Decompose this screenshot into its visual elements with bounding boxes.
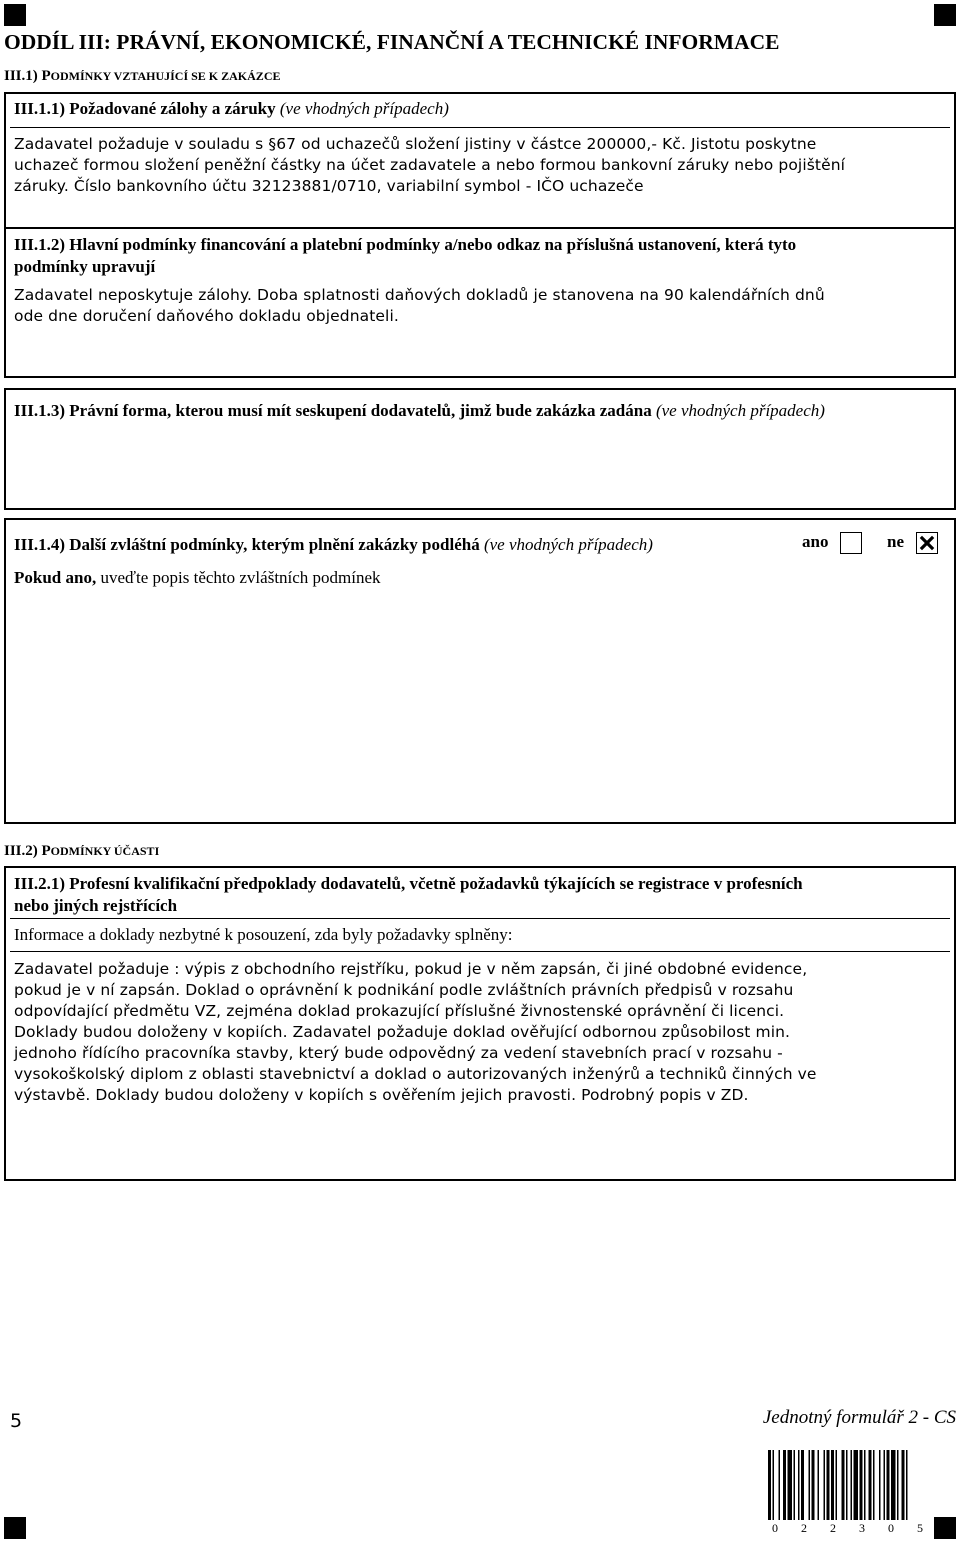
section-title: ODDÍL III: PRÁVNÍ, EKONOMICKÉ, FINANČNÍ A TECHNICKÉ INFORMACE [4,30,780,54]
barcode-bar [768,1450,771,1520]
barcode-bar [801,1450,804,1520]
text-line: jednoho řídícího pracovníka stavby, který bude odpovědný za vedení stavebních prací v rozsahu - [14,1044,783,1062]
text-line: záruky. Číslo bankovního účtu 32123881/0710, variabilní symbol - IČO uchazeče [14,177,644,195]
barcode-bar [809,1450,811,1520]
barcode-bar [879,1450,881,1520]
barcode-digit: 1 [946,1521,952,1535]
text-line: výstavbě. Doklady budou doloženy v kopiích s ověřením jejich pravosti. Podrobný popis v ZD. [14,1086,749,1104]
q321-label-line1: III.2.1) Profesní kvalifikační předpoklady dodavatelů, včetně požadavků týkajících se registrace v profesních [14,874,803,893]
text-line: Zadavatel neposkytuje zálohy. Doba splatnosti daňových dokladů je stanovena na 90 kalendářních dnů [14,286,825,304]
barcode-bar [906,1450,908,1520]
q321-info: Informace a doklady nezbytné k posouzení, zda byly požadavky splněny: [14,925,513,944]
barcode-digit: 2 [830,1521,836,1535]
divider [10,918,950,919]
q321-label-line2: nebo jiných rejstřících [14,896,178,915]
barcode-bar [842,1450,845,1520]
divider [10,127,950,128]
barcode-bar [798,1450,800,1520]
divider [10,951,950,952]
barcode-bar [864,1450,866,1520]
subsection-heading-2 [4,843,159,860]
barcode-bar [897,1450,899,1520]
box-professional-qualification [4,866,956,1181]
corner-mark-top-left [4,4,26,26]
text-line: Zadavatel požaduje v souladu s §67 od uchazečů složení jistiny v částce 200000,- Kč. Jistotu poskytne [14,135,817,153]
text-line: odpovídající předmětu VZ, zejména doklad prokazující příslušné živnostenské oprávnění či licenci. [14,1002,785,1020]
q111-heading [14,98,449,120]
barcode-bar [818,1450,820,1520]
q321-text [14,959,817,1106]
corner-mark-top-right [934,4,956,26]
q321-heading [14,873,803,917]
barcode-bar [788,1450,793,1520]
yes-checkbox[interactable] [840,532,862,554]
q113-heading [14,400,825,422]
barcode-bar [873,1450,875,1520]
barcode-digit: 3 [859,1521,865,1535]
barcode-bar [836,1450,838,1520]
q113-hint: (ve vhodných případech) [655,401,825,420]
barcode-bar [887,1450,890,1520]
barcode-digit: 5 [917,1521,923,1535]
barcode-bar [827,1450,830,1520]
text-line: uchazeč formou složení peněžní částky na účet zadavatele a nebo formou bankovní záruky nebo pojištění [14,156,846,174]
no-label: ne [887,532,904,551]
barcode [766,1450,954,1522]
subsection-heading-1-text: ODMÍNKY VZTAHUJÍCÍ SE K ZAKÁZCE [50,69,281,83]
barcode-bar [812,1450,815,1520]
barcode-bar [902,1450,905,1520]
yes-label: ano [802,532,829,551]
barcode-bar [794,1450,796,1520]
page-number: 5 [10,1410,23,1432]
box-special-conditions [4,518,956,824]
barcode-bar [831,1450,834,1520]
q114-desc-bold: Pokud ano, [14,568,97,587]
barcode-bar [779,1450,781,1520]
barcode-bar [851,1450,853,1520]
barcode-bar [860,1450,863,1520]
barcode-bar [884,1450,886,1520]
q111-hint: (ve vhodných případech) [279,99,449,118]
box-financing-conditions [4,227,956,378]
box-advances-guarantees [4,92,956,229]
subsection-heading-2-text: ODMÍNKY ÚČASTI [50,844,160,858]
corner-mark-bottom-left [4,1517,26,1539]
q114-hint: (ve vhodných případech) [483,535,653,554]
barcode-bar [824,1450,826,1520]
barcode-digit: 0 [772,1521,778,1535]
q111-text [14,134,845,197]
no-checkbox[interactable] [916,532,938,554]
subsection-heading-1-num: III.1) P [4,68,51,84]
q114-label: III.1.4) Další zvláštní podmínky, kterým plnění zakázky podléhá [14,535,480,554]
barcode-bar [773,1450,775,1520]
barcode-digit: 0 [888,1521,894,1535]
q114-description [14,568,381,588]
q111-label: III.1.1) Požadované zálohy a záruky [14,99,276,118]
barcode-bar [854,1450,859,1520]
cross-mark-icon [919,535,935,551]
barcode-digits [772,1521,952,1536]
barcode-bar [846,1450,848,1520]
text-line: pokud je v ní zapsán. Doklad o oprávnění k podnikání podle zvláštních právních předpisů v rozsahu [14,981,794,999]
text-line: Doklady budou doloženy v kopiích. Zadavatel požaduje doklad ověřující odbornou způsobilost min. [14,1023,791,1041]
barcode-bar [891,1450,896,1520]
text-line: vysokoškolský diplom z oblasti stavebnictví a doklad o autorizovaných inženýrů a techniků činných ve [14,1065,817,1083]
box-legal-form [4,388,956,510]
subsection-heading-1 [4,68,280,85]
subsection-heading-2-num: III.2) P [4,843,51,859]
q113-label: III.1.3) Právní forma, kterou musí mít seskupení dodavatelů, jimž bude zakázka zadána [14,401,652,420]
text-line: ode dne doručení daňového dokladu objednateli. [14,307,399,325]
barcode-bar [783,1450,786,1520]
text-line: Zadavatel požaduje : výpis z obchodního rejstříku, pokud je v něm zapsán, či jiné obdobné evidence, [14,960,808,978]
q112-heading [14,234,796,278]
q112-text [14,285,825,327]
form-name: Jednotný formulář 2 - CS [762,1407,956,1428]
q114-desc-rest: uveďte popis těchto zvláštních podmínek [96,568,381,587]
q112-label-line2: podmínky upravují [14,257,156,276]
barcode-bar [869,1450,872,1520]
q114-heading [14,534,653,556]
barcode-digit: 2 [801,1521,807,1535]
q112-label-line1: III.1.2) Hlavní podmínky financování a platební podmínky a/nebo odkaz na příslušná ustanovení, která tyto [14,235,797,254]
